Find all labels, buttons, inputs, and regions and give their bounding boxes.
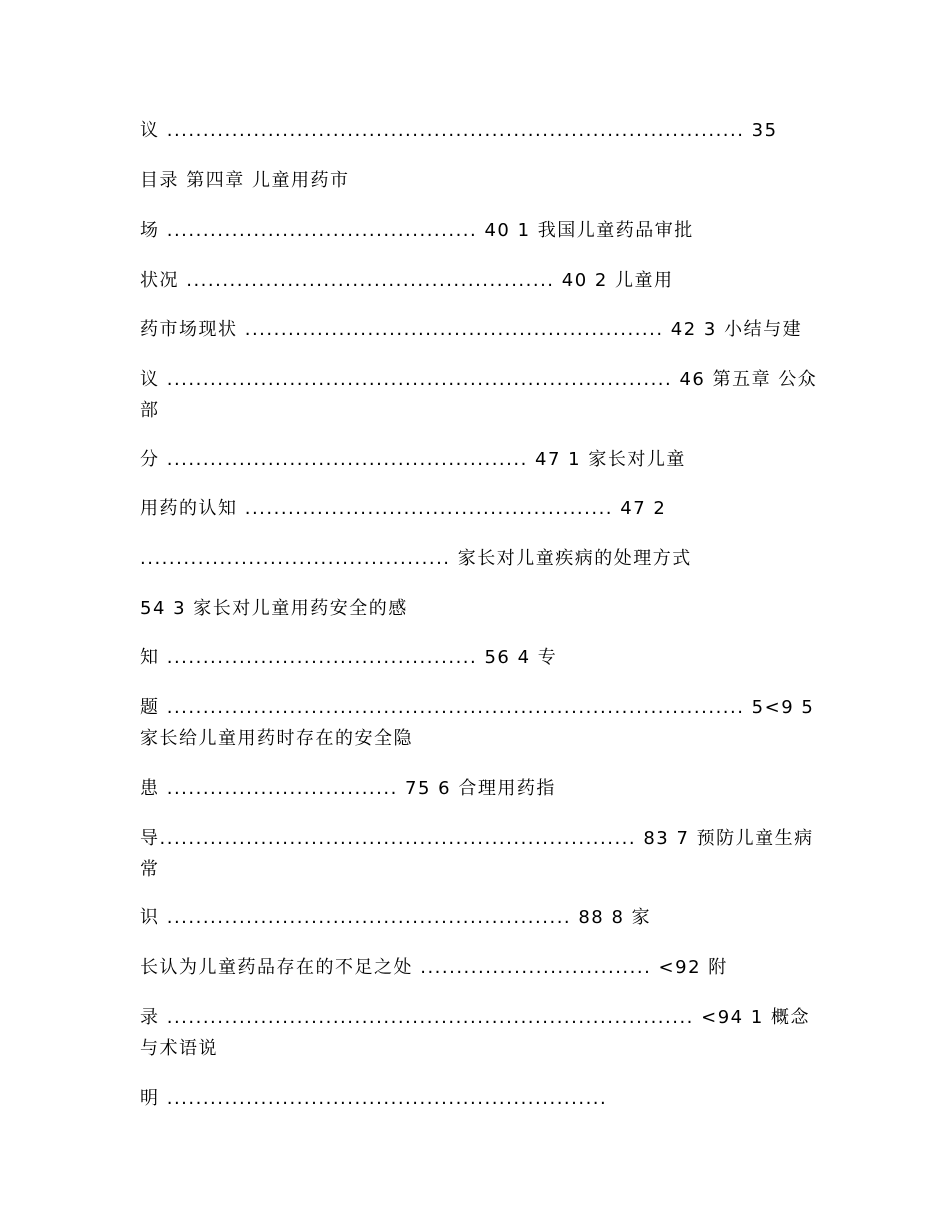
- toc-line-continuation: 与术语说: [140, 1038, 218, 1059]
- toc-line: ........................................... 家长对儿童疾病的处理方式: [140, 548, 692, 569]
- toc-line: 导.................................................................. 83 7 预防儿童生病: [140, 828, 814, 849]
- toc-line: 场 ........................................... 40 1 我国儿童药品审批: [140, 220, 694, 241]
- toc-line: 分 .................................................. 47 1 家长对儿童: [140, 449, 686, 470]
- toc-line: 议 ................................................................................ 35: [140, 120, 778, 141]
- toc-line: 录 ......................................................................... <94 1 概念: [140, 1007, 811, 1028]
- toc-line: 长认为儿童药品存在的不足之处 ................................ <92 附: [140, 957, 728, 978]
- toc-line: 用药的认知 ................................................... 47 2: [140, 498, 667, 519]
- toc-line: 状况 ................................................... 40 2 儿童用: [140, 270, 674, 291]
- toc-line: 知 ........................................... 56 4 专: [140, 647, 558, 668]
- toc-line: 识 ........................................................ 88 8 家: [140, 907, 652, 928]
- toc-line: 目录 第四章 儿童用药市: [140, 170, 350, 191]
- toc-line: 54 3 家长对儿童用药安全的感: [140, 598, 408, 619]
- toc-line-continuation: 家长给儿童用药时存在的安全隐: [140, 728, 413, 749]
- toc-line: 明 .............................................................: [140, 1088, 608, 1109]
- toc-line-continuation: 常: [140, 859, 160, 880]
- toc-line: 患 ................................ 75 6 合理用药指: [140, 778, 556, 799]
- toc-line: 药市场现状 .......................................................... 42 3 小结与建: [140, 319, 803, 340]
- toc-line: 题 ................................................................................ 5<9 5: [140, 697, 815, 718]
- toc-line-continuation: 部: [140, 400, 160, 421]
- toc-line: 议 ...................................................................... 46 第五章 公众: [140, 369, 818, 390]
